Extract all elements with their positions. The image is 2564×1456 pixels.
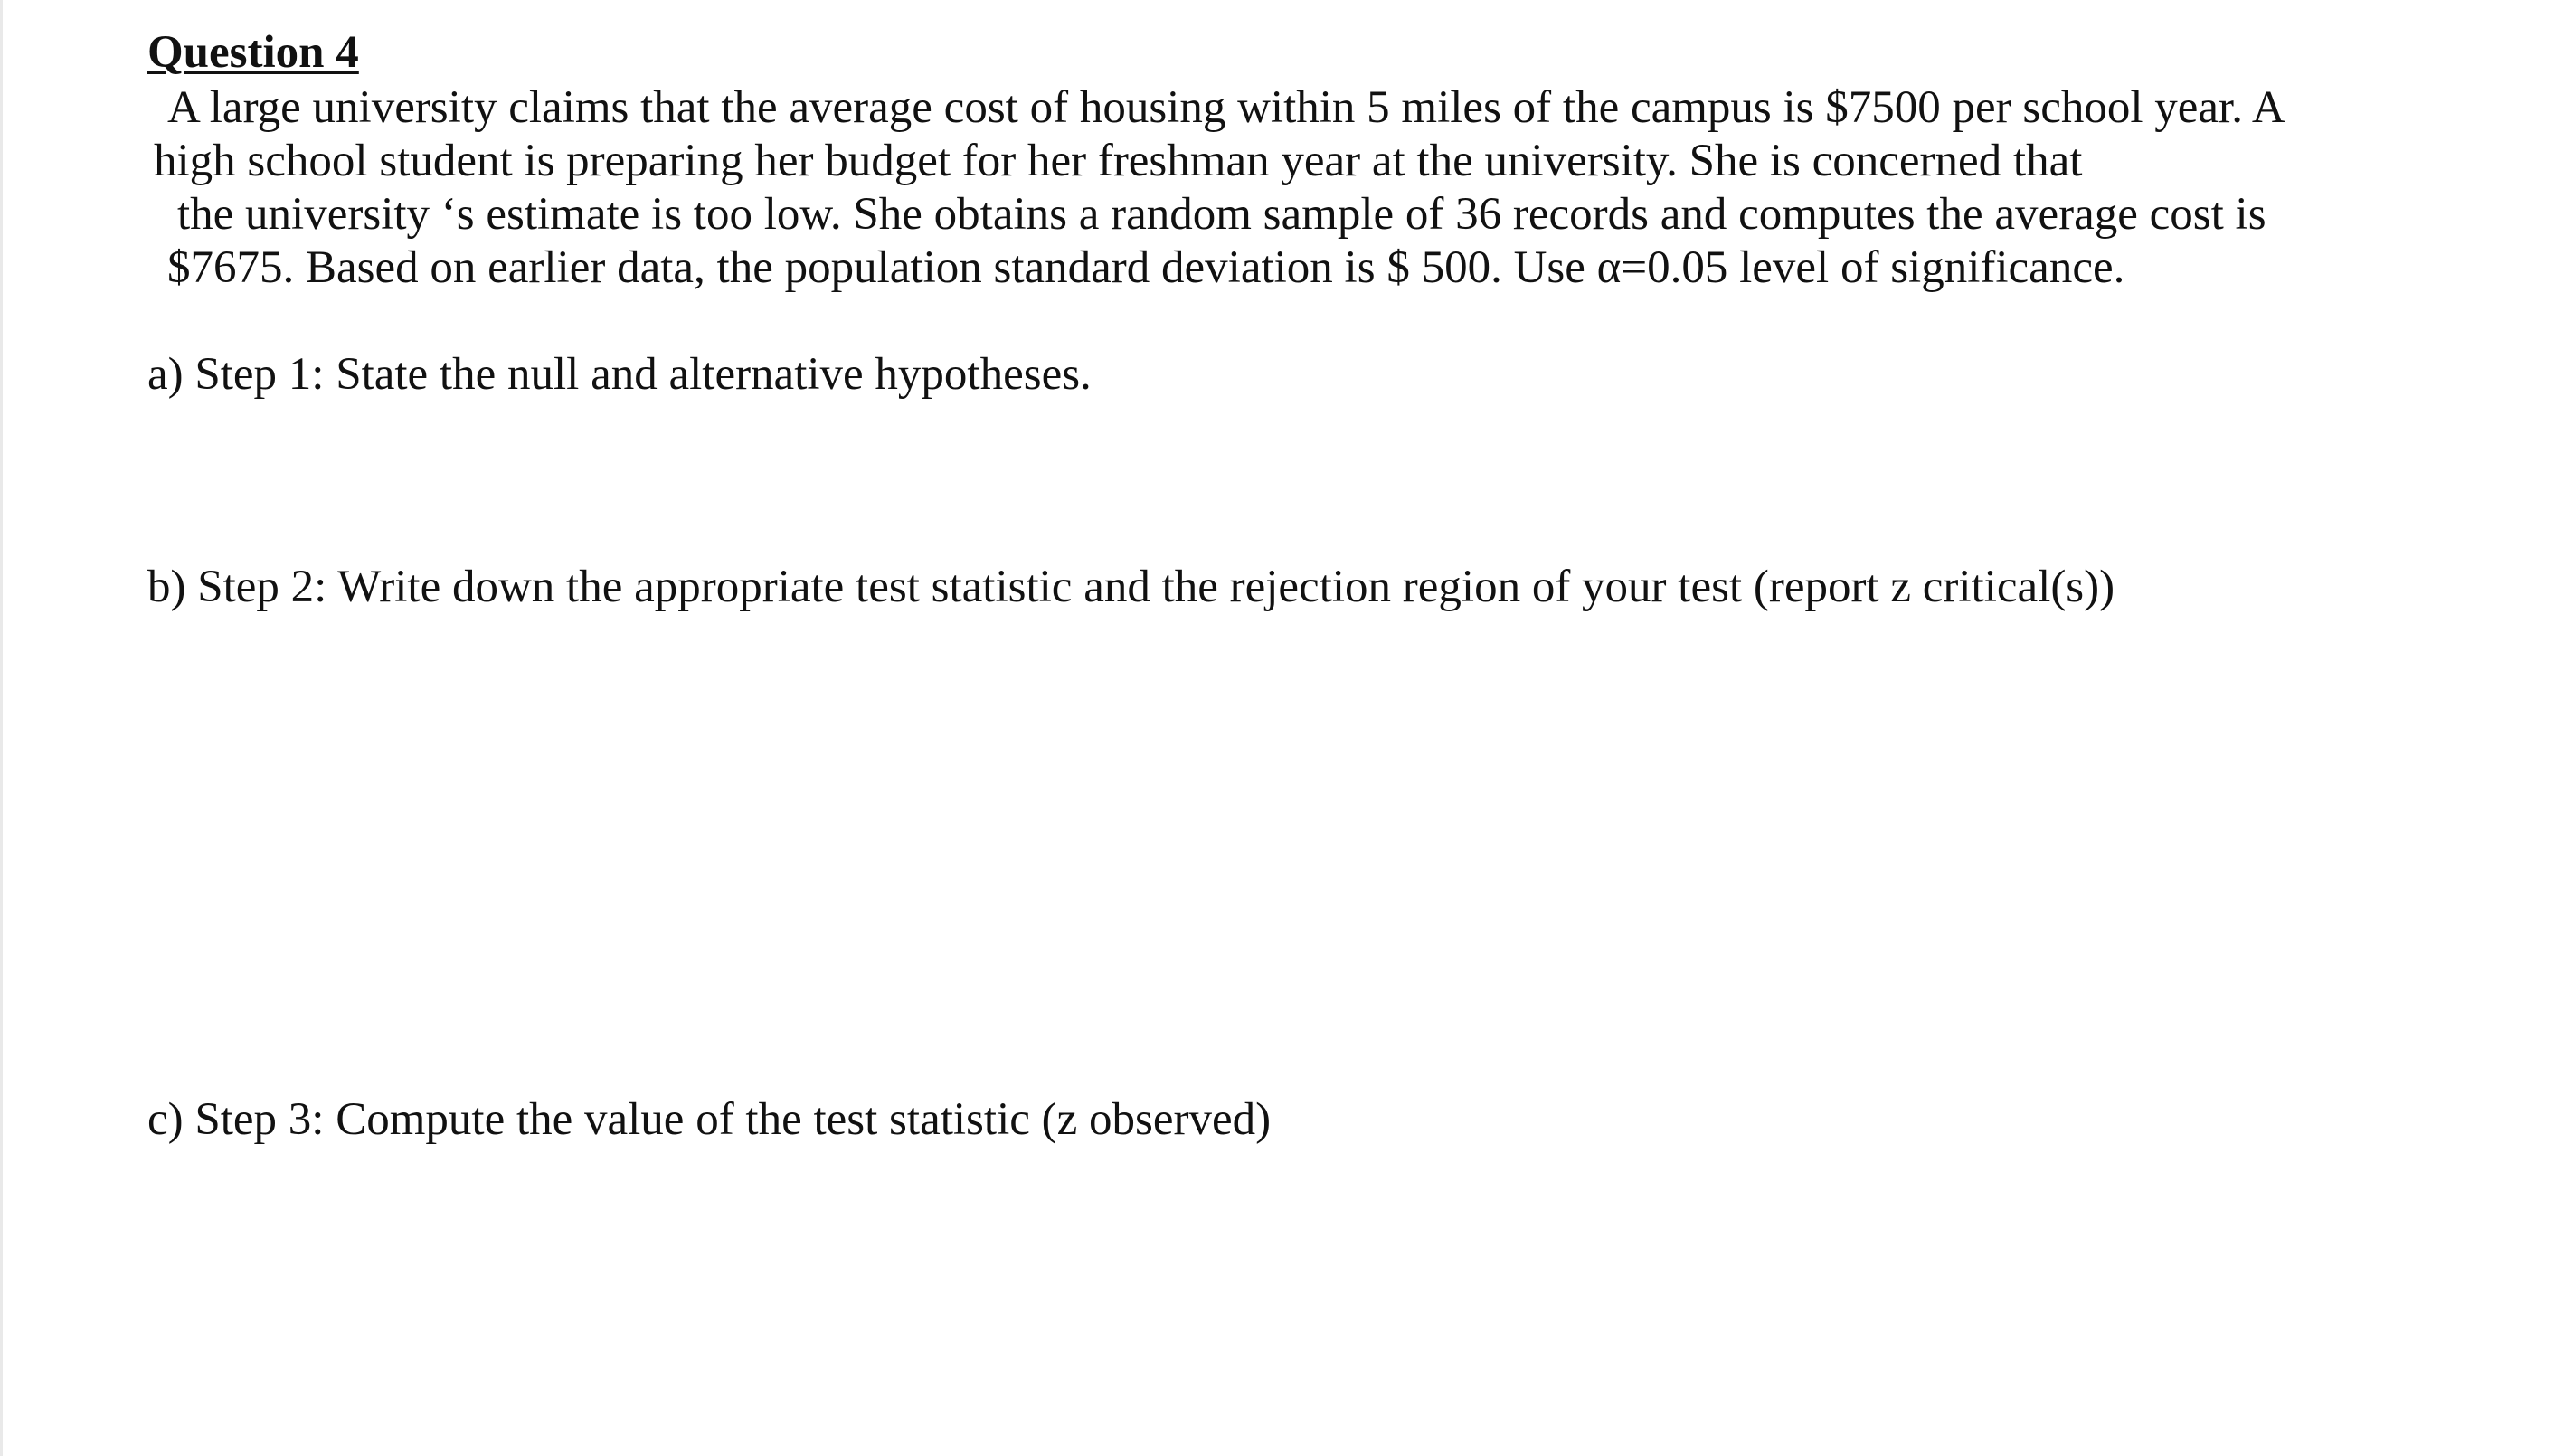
question-prompt-line-3: the university ‘s estimate is too low. She obtains a random sample of 36 records and computes the average cost is [177,189,2266,240]
step-b-prompt: b) Step 2: Write down the appropriate test statistic and the rejection region of your test (report z critical(s)) [147,562,2115,612]
question-prompt-line-4: $7675. Based on earlier data, the population standard deviation is $ 500. Use α=0.05 level of significance. [167,242,2125,293]
question-prompt-line-2: high school student is preparing her budget for her freshman year at the university. She is concerned that [154,136,2083,186]
question-prompt-line-1: A large university claims that the average cost of housing within 5 miles of the campus is $7500 per school year. A [167,82,2285,133]
step-a-prompt: a) Step 1: State the null and alternative hypotheses. [147,349,1092,400]
page-left-border [0,0,3,1456]
step-c-prompt: c) Step 3: Compute the value of the test statistic (z observed) [147,1094,1272,1145]
question-title: Question 4 [147,27,359,78]
